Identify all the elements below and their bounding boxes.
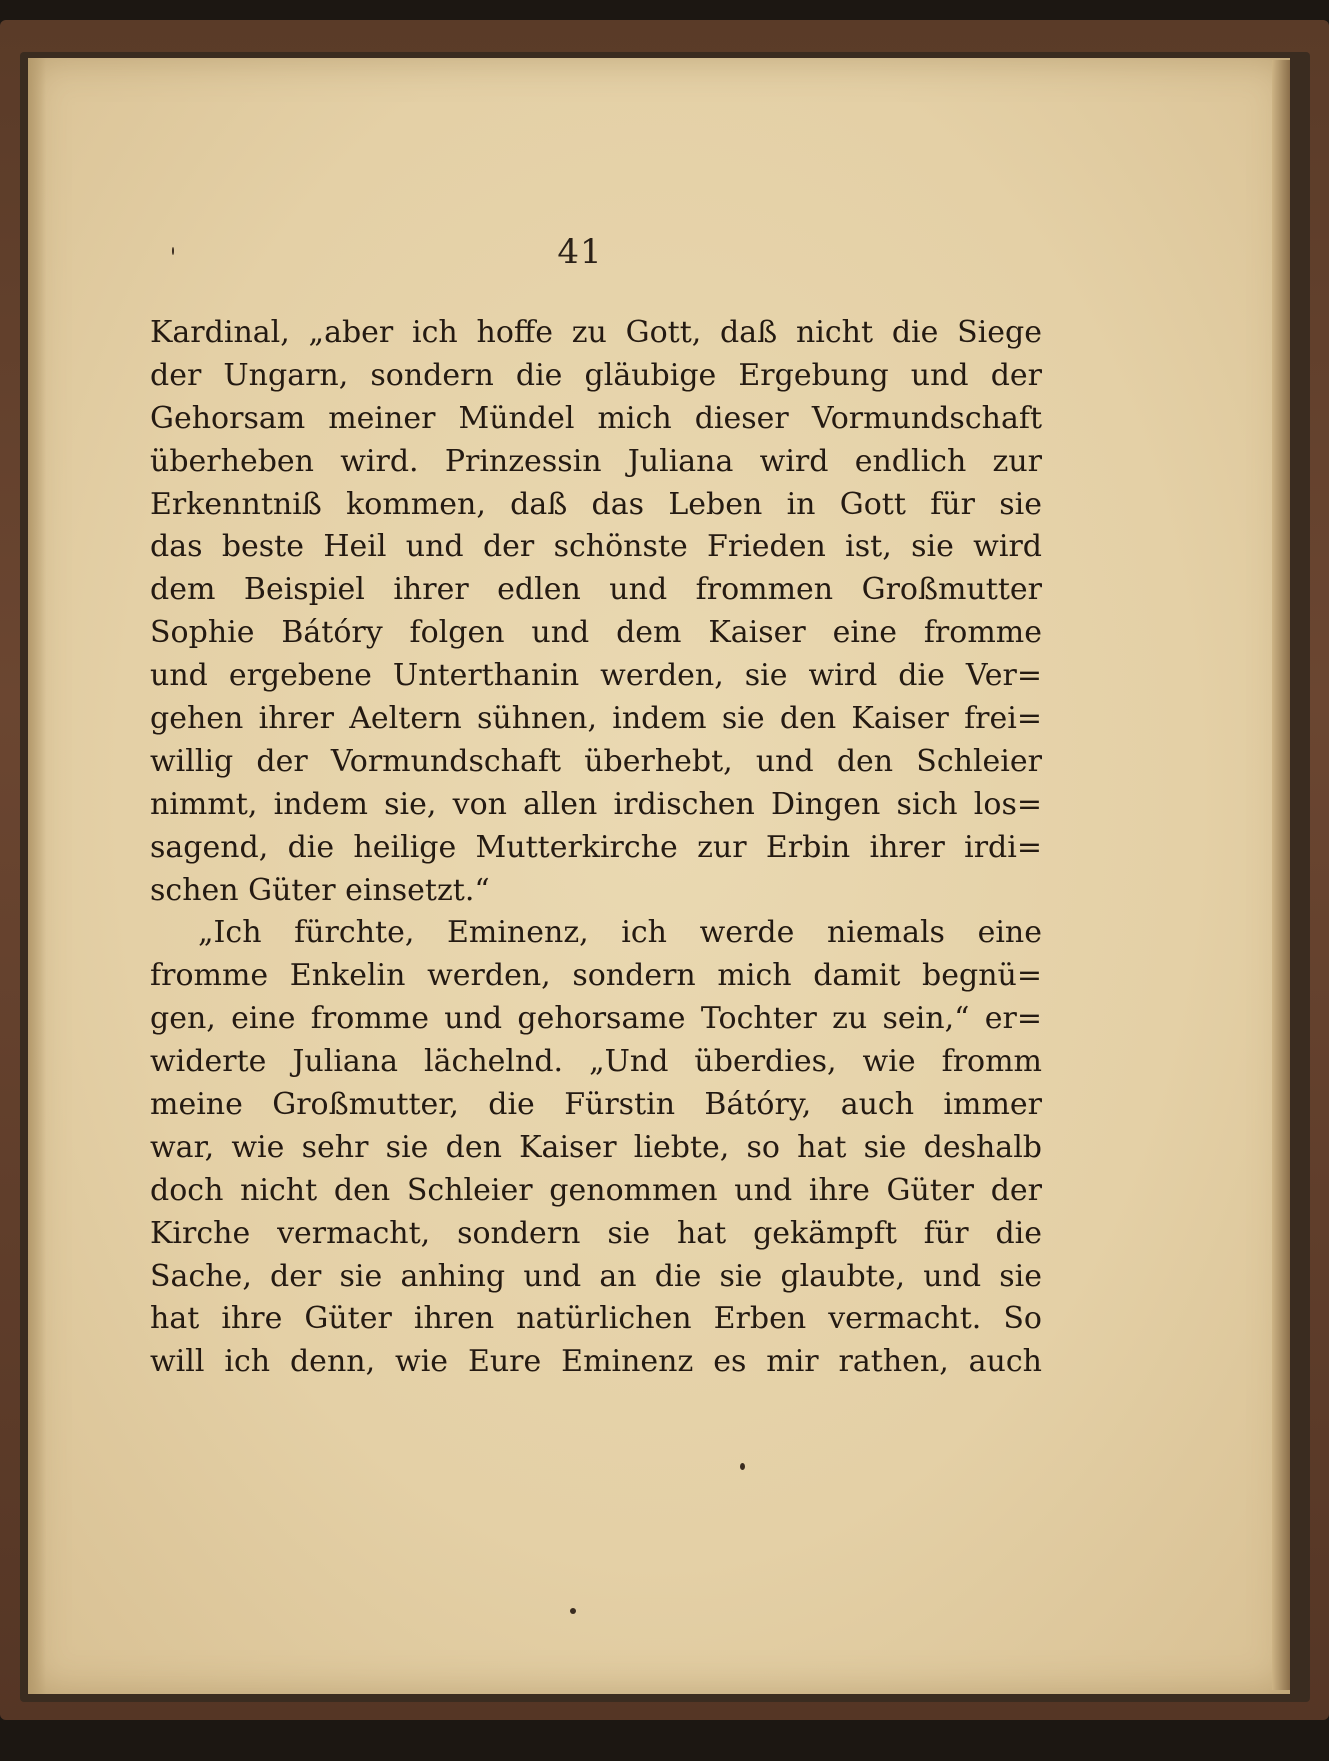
body-text [150, 312, 1042, 1384]
text-line: das beste Heil und der schönste Frieden ist, sie wird [150, 529, 1042, 565]
text-line: Kirche vermacht, sondern sie hat gekämpft für die [150, 1215, 1042, 1251]
paper-speck [570, 1608, 576, 1614]
text-line: hat ihre Güter ihren natürlichen Erben vermacht. So [150, 1301, 1042, 1337]
text-line: war, wie sehr sie den Kaiser liebte, so hat sie deshalb [150, 1129, 1042, 1165]
text-line: überheben wird. Prinzessin Juliana wird endlich zur [150, 443, 1042, 479]
text-line: und ergebene Unterthanin werden, sie wird die Ver= [150, 658, 1042, 694]
text-line: „Ich fürchte, Eminenz, ich werde niemals eine [198, 915, 1042, 951]
page-edge [1272, 60, 1290, 1690]
page-number: 41 [557, 232, 603, 272]
text-line: meine Großmutter, die Fürstin Bátóry, auch immer [150, 1087, 1042, 1123]
text-line: Gehorsam meiner Mündel mich dieser Vormundschaft [150, 400, 1042, 436]
paper-speck [740, 1463, 745, 1470]
text-line: dem Beispiel ihrer edlen und frommen Großmutter [150, 572, 1042, 608]
text-line: will ich denn, wie Eure Eminenz es mir rathen, auch [150, 1344, 1042, 1380]
text-line: der Ungarn, sondern die gläubige Ergebung und der [150, 357, 1042, 393]
text-line: widerte Juliana lächelnd. „Und überdies, wie fromm [150, 1044, 1042, 1080]
text-line: doch nicht den Schleier genommen und ihre Güter der [150, 1172, 1042, 1208]
page-gutter-shadow [28, 58, 46, 1694]
text-line: willig der Vormundschaft überhebt, und den Schleier [150, 743, 1042, 779]
text-line: fromme Enkelin werden, sondern mich damit begnü= [150, 958, 1042, 994]
text-line: sagend, die heilige Mutterkirche zur Erbin ihrer irdi= [150, 829, 1042, 865]
text-line: Erkenntniß kommen, daß das Leben in Gott für sie [150, 486, 1042, 522]
text-line: Kardinal, „aber ich hoffe zu Gott, daß nicht die Siege [150, 315, 1042, 350]
paper-speck [172, 247, 174, 255]
text-line: Sophie Bátóry folgen und dem Kaiser eine fromme [150, 615, 1042, 651]
text-line: gehen ihrer Aeltern sühnen, indem sie den Kaiser frei= [150, 701, 1042, 737]
text-line: gen, eine fromme und gehorsame Tochter zu sein,“ er= [150, 1001, 1042, 1037]
text-line: nimmt, indem sie, von allen irdischen Dingen sich los= [150, 786, 1042, 822]
text-line: Sache, der sie anhing und an die sie glaubte, und sie [150, 1258, 1042, 1294]
text-line: schen Güter einsetzt.“ [150, 872, 490, 908]
